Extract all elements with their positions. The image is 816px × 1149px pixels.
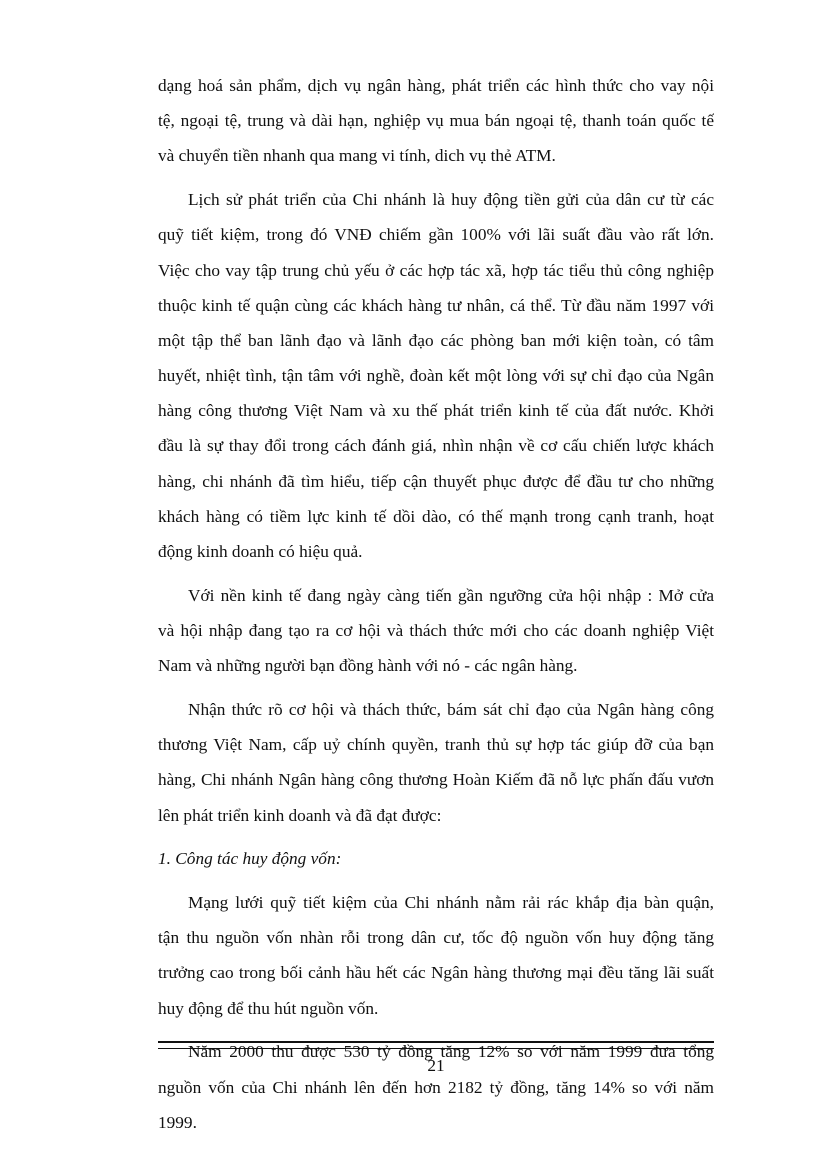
paragraph-product-diversification xyxy=(158,68,714,174)
text-line: hàng, chi nhánh đã tìm hiểu, tiếp cận thuyết phục được để đầu tư cho những xyxy=(158,471,714,491)
text-line: Việc cho vay tập trung chủ yếu ở các hợp tác xã, hợp tác tiểu thủ công nghiệp xyxy=(158,260,714,280)
text-line: lên phát triển kinh doanh và đã đạt được: xyxy=(158,805,442,825)
page-number: 21 xyxy=(427,1056,445,1075)
text-line: đầu là sự thay đổi trong cách đánh giá, nhìn nhận về cơ cấu chiến lược khách xyxy=(158,436,714,456)
text-line: tệ, ngoại tệ, trung và dài hạn, nghiệp vụ mua bán ngoại tệ, thanh toán quốc tế xyxy=(158,111,714,131)
text-line: Nam và những người bạn đồng hành với nó - các ngân hàng. xyxy=(158,656,578,676)
section-heading: 1. Công tác huy động vốn: xyxy=(158,849,342,869)
text-line: dạng hoá sản phẩm, dịch vụ ngân hàng, phát triển các hình thức cho vay nội xyxy=(158,76,714,95)
text-line: khách hàng có tiềm lực kinh tế dồi dào, có thế mạnh trong cạnh tranh, hoạt xyxy=(158,506,714,526)
text-line: thuộc kinh tế quận cùng các khách hàng tư nhân, cá thể. Từ đầu năm 1997 với xyxy=(158,295,714,315)
text-line: Lịch sử phát triển của Chi nhánh là huy động tiền gửi của dân cư từ các xyxy=(188,190,714,210)
text-line: quỹ tiết kiệm, trong đó VNĐ chiếm gần 100% với lãi suất đầu vào rất lớn. xyxy=(158,225,714,245)
text-line: 1999. xyxy=(158,1112,197,1132)
text-line: Nhận thức rõ cơ hội và thách thức, bám sát chỉ đạo của Ngân hàng công xyxy=(188,699,714,719)
text-line: Năm 2000 thu được 530 tỷ đồng tăng 12% so với năm 1999 đưa tổng xyxy=(188,1042,714,1062)
paragraph-capital-2000 xyxy=(158,1034,714,1140)
footer-double-rule xyxy=(158,1041,714,1049)
document-body xyxy=(158,68,714,1149)
text-line: nguồn vốn của Chi nhánh lên đến hơn 2182 tỷ đồng, tăng 14% so với năm xyxy=(158,1077,714,1097)
text-line: thương Việt Nam, cấp uỷ chính quyền, tranh thủ sự hợp tác giúp đỡ của bạn xyxy=(158,735,714,755)
text-line: tận thu nguồn vốn nhàn rỗi trong dân cư, tốc độ nguồn vốn huy động tăng xyxy=(158,928,714,948)
paragraph-branch-history xyxy=(158,182,714,569)
text-line: động kinh doanh có hiệu quả. xyxy=(158,542,363,562)
text-line: huy động để thu hút nguồn vốn. xyxy=(158,998,379,1018)
text-line: một tập thể ban lãnh đạo và lãnh đạo các phòng ban mới kiện toàn, có tâm xyxy=(158,330,714,350)
text-line: Mạng lưới quỹ tiết kiệm của Chi nhánh nằm rải rác khắp địa bàn quận, xyxy=(188,893,714,913)
text-line: trưởng cao trong bối cảnh hầu hết các Ngân hàng thương mại đều tăng lãi suất xyxy=(158,963,714,983)
text-line: hàng công thương Việt Nam và xu thế phát triển kinh tế của đất nước. Khởi xyxy=(158,401,714,421)
text-line: huyết, nhiệt tình, tận tâm với nghề, đoàn kết một lòng với sự chỉ đạo của Ngân xyxy=(158,366,714,386)
text-line: hàng, Chi nhánh Ngân hàng công thương Hoàn Kiếm đã nỗ lực phấn đấu vươn xyxy=(158,770,714,790)
paragraph-achievements-intro xyxy=(158,692,714,833)
text-line: và hội nhập đang tạo ra cơ hội và thách thức mới cho các doanh nghiệp Việt xyxy=(158,621,714,640)
paragraph-integration xyxy=(158,578,714,684)
text-line: và chuyển tiền nhanh qua mang vi tính, dich vụ thẻ ATM. xyxy=(158,146,556,166)
paragraph-savings-network xyxy=(158,885,714,1026)
text-line: Với nền kinh tế đang ngày càng tiến gần ngưỡng cửa hội nhập : Mở cửa xyxy=(188,585,714,605)
